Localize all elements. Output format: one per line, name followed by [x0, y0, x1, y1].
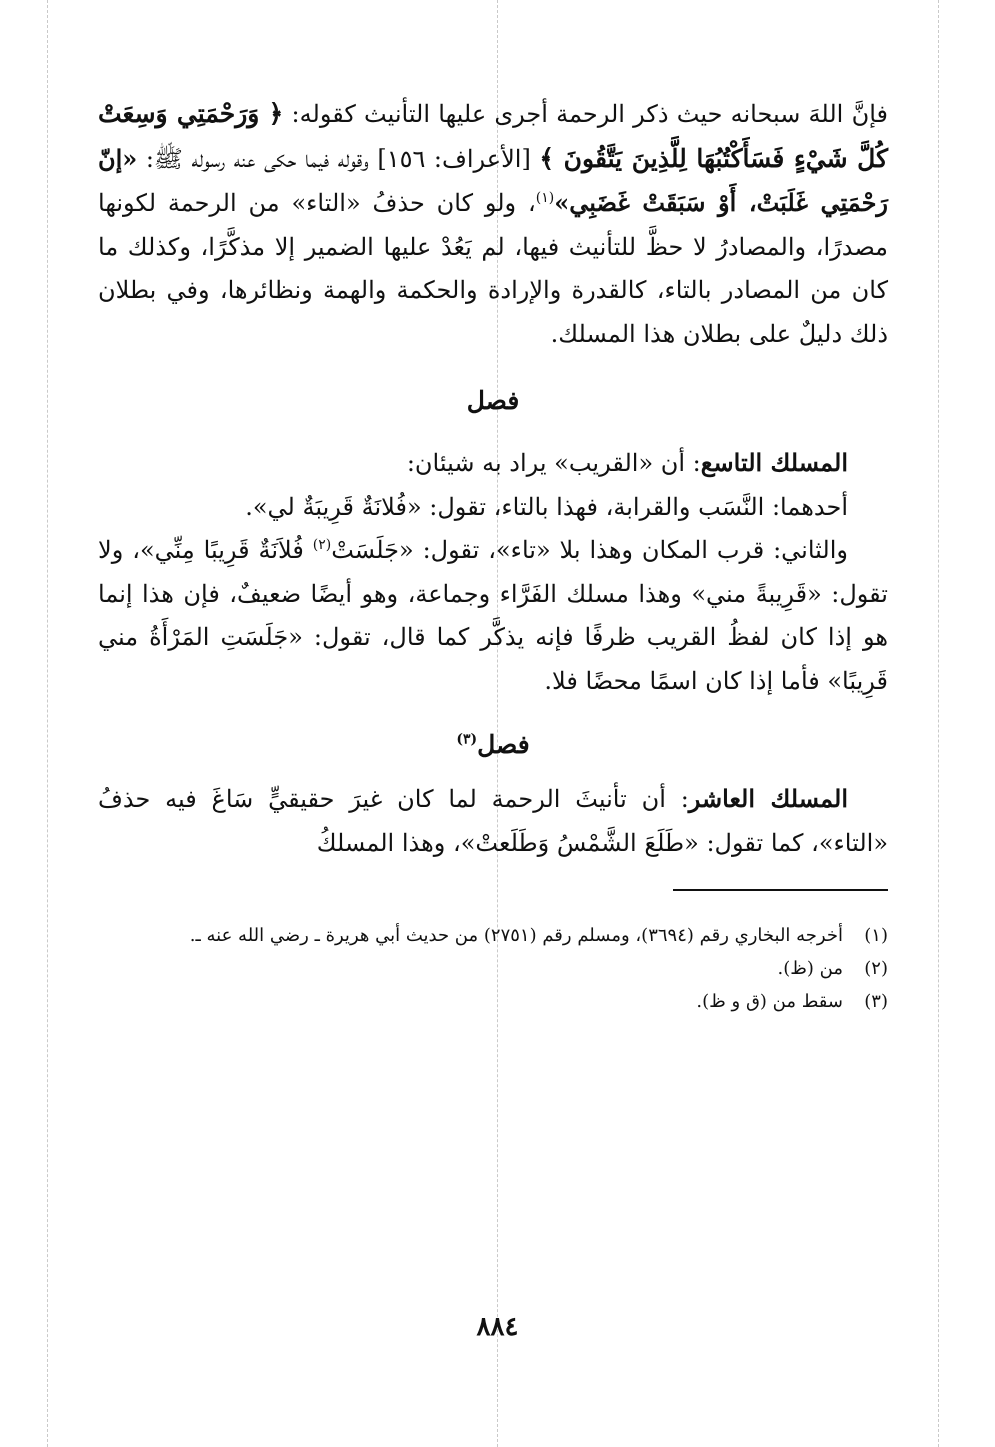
footnote-3: (٣)سقط من (ق و ظ).	[696, 991, 888, 1012]
paragraph-section-10: المسلك العاشر: أن تأنيثَ الرحمة لما كان غيرَ حقيقيٍّ سَاغَ فيه حذفُ «التاء»، كما تقول: «طَلَعَ الشَّمْسُ وَطَلَعتْ»، وهذا المسلكُ	[98, 784, 888, 857]
quran-verse: ﴿ وَرَحْمَتِي وَسِعَتْ كُلَّ شَيْءٍ فَسَأَكْتُبُهَا لِلَّذِينَ يَتَّقُونَ ﴾	[98, 99, 888, 173]
footnote-marker-2[interactable]: (٢)	[312, 537, 332, 553]
footnote-1: (١)أخرجه البخاري رقم (٣٦٩٤)، ومسلم رقم (٢٧٥١) من حديث أبي هريرة ـ رضي الله عنه ـ.	[189, 925, 888, 946]
footnote-2: (٢)من (ظ).	[777, 958, 888, 979]
crop-guide-right	[938, 0, 939, 1447]
section-heading-1: فصل	[466, 386, 520, 415]
footnotes	[98, 919, 888, 1018]
section-9-label: المسلك التاسع	[700, 448, 848, 477]
verse-reference: [الأعراف: ١٥٦]	[368, 144, 540, 173]
section-10-label: المسلك العاشر	[688, 784, 848, 813]
footnote-marker-1[interactable]: (١)	[535, 190, 555, 206]
footnote-marker-3[interactable]: (٣)	[456, 731, 478, 748]
paragraph-1: فإنَّ اللهَ سبحانه حيث ذكر الرحمة أجرى عليها التأنيث كقوله: ﴿ وَرَحْمَتِي وَسِعَتْ كُلَّ شَيْءٍ فَسَأَكْتُبُهَا لِلَّذِينَ يَتَّقُونَ ﴾ [الأعراف: ١٥٦] وقوله فيما حكى عنه رسوله ﷺ: «إنّ رَحْمَتِي غَلَبَتْ، أَوْ سَبَقَتْ غَضَبِي»$^{(١)}$، ولو كان حذفُ «التاء» من الرحمة لكونها مصدرًا، والمصادرُ لا حظَّ للتأنيث فيها، لم يَعُدْ عليها الضمير إلا مذكَّرًا، وكذلك ما كان من المصادر بالتاء، كالقدرة والإرادة والحكمة والهمة ونظائرها، وفي بطلان ذلك دليلٌ على بطلان هذا المسلك.	[98, 99, 888, 348]
page-number: ٨٨٤	[476, 1312, 519, 1342]
section-heading-2: فصل$^{(٣)}$	[456, 730, 530, 759]
paragraph-second-meaning: والثاني: قرب المكان وهذا بلا «تاء»، تقول: «جَلَسَتْ$^{(٢)}$ فُلاَنَةٌ قَرِيبًا مِنِّي»، ولا تقول: «قَرِيبةً مني» وهذا مسلك الفَرَّاء وجماعة، وهو أيضًا ضعيفٌ، فإن هذا إنما هو إذا كان لفظُ القريب ظرفًا فإنه يذكَّر كما قال، تقول: «جَلَسَتِ المَرْأَةُ مني قَرِيبًا» فأما إذا كان اسمًا محضًا فلا.	[98, 536, 888, 695]
hadith-quote: «إنّ رَحْمَتِي غَلَبَتْ، أَوْ سَبَقَتْ غَضَبِي»	[98, 143, 888, 217]
paragraph-section-9: المسلك التاسع: أن «القريب» يراد به شيئان:	[406, 448, 848, 477]
paragraph-first-meaning: أحدهما: النَّسَب والقرابة، فهذا بالتاء، تقول: «فُلانَةٌ قَرِيبَةٌ لي».	[245, 492, 848, 521]
crop-guide-left	[47, 0, 48, 1447]
footnote-separator	[673, 889, 888, 891]
page-body	[98, 92, 888, 1018]
